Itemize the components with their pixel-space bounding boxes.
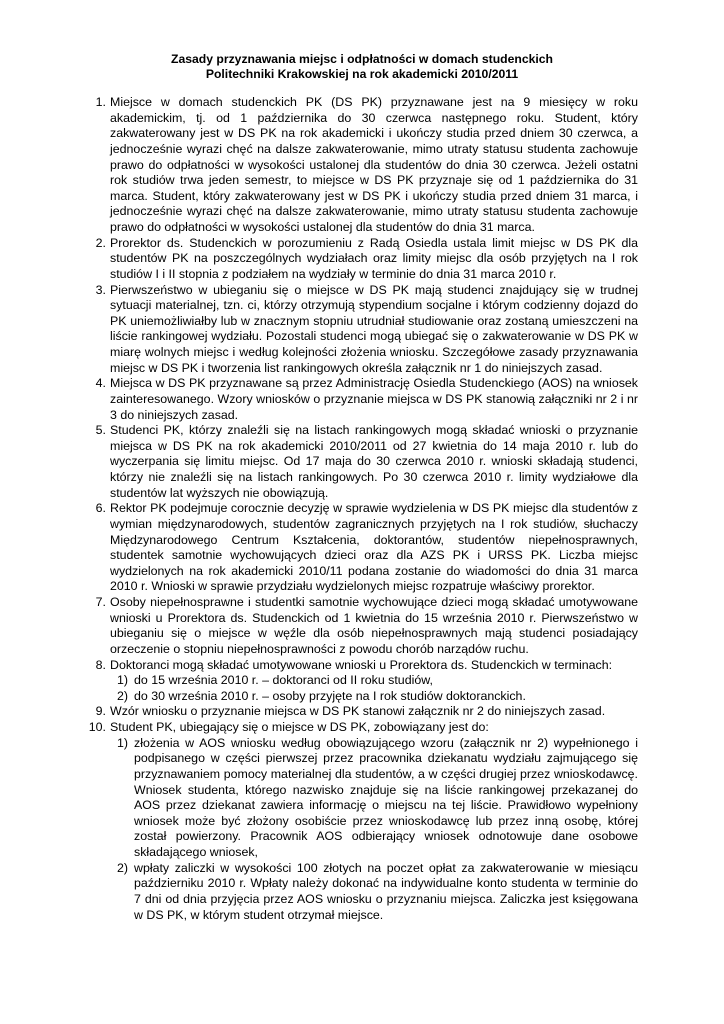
rule-text: Prorektor ds. Studenckich w porozumieniu z Radą Osiedla ustala limit miejsc w DS PK dla studentów PK na poszczególnych wydziałach oraz limity miejsc dla osób przyjętych na I rok studiów I i II stopnia z podziałem na wydziały w terminie do dnia 31 marca 2010 r. [110,235,638,281]
title-line-1: Zasady przyznawania miejsc i odpłatności w domach studenckich [171,52,553,66]
sub-item-text: do 15 września 2010 r. – doktoranci od II roku studiów, [134,673,433,688]
sub-item-number: 1) [116,673,128,688]
rule-number: 2. [95,235,106,250]
rule-text: Rektor PK podejmuje corocznie decyzję w sprawie wydzielenia w DS PK miejsc dla studentów z wymian międzynarodowych, studentów zagranicznych przyjętych na I rok studiów, słuchaczy Międzynarodowego Centrum Kształcenia, doktorantów, studentów niepełnosprawnych, studentek samotnie wychowujących dzieci oraz dla AZS PK i URSS PK. Liczba miejsc wydzielonych na rok akademicki 2010/11 podana zostanie do wiadomości do dnia 31 marca 2010 r. Wnioski w sprawie przydziału wydzielonych miejsc rozpatruje właściwy prorektor. [110,501,638,594]
rule-number: 8. [95,657,106,672]
rule-number: 1. [95,95,106,109]
rule-number: 3. [95,282,106,297]
rule-item-7 [95,595,638,658]
rule-item-10 [88,720,638,923]
rule-text: Miejsca w DS PK przyznawane są przez Administrację Osiedla Studenckiego (AOS) na wniosek zainteresowanego. Wzory wniosków o przyznanie miejsca w DS PK stanowią załączniki nr 2 i nr 3 do niniejszych zasad. [110,376,638,422]
rule-item-9 [95,704,638,720]
rule-10-sublist [110,736,638,924]
document-title [0,52,724,82]
sub-item-number: 2) [116,688,128,703]
rule-8-sublist [110,673,638,704]
sub-item [110,736,638,861]
rule-text: Osoby niepełnosprawne i studentki samotnie wychowujące dzieci mogą składać umotywowane wnioski u Prorektora ds. Studenckich od 1 kwietnia do 15 września 2010 r. Pierwszeństwo w ubieganiu się o miejsce w węźle dla osób niepełnosprawnych mają studenci posiadający orzeczenie o stopniu niepełnosprawności z powodu chorób narządów ruchu. [110,595,638,656]
rule-number: 4. [95,376,106,391]
rules-list [88,95,638,923]
rule-text: Student PK, ubiegający się o miejsce w DS PK, zobowiązany jest do: [110,720,489,734]
sub-item-number: 1) [116,735,128,750]
rule-text: Studenci PK, którzy znaleźli się na listach rankingowych mogą składać wnioski o przyznanie miejsca w DS PK na rok akademicki 2010/2011 od 27 kwietnia do 14 maja 2010 r. lub do wyczerpania się limitu miejsc. Od 17 maja do 30 czerwca 2010 r. wnioski składają studenci, którzy nie znaleźli się na listach rankingowych. Po 30 czerwca 2010 r. limity wydziałowe dla studentów lat wyższych nie obowiązują. [110,423,638,500]
rule-item-1 [95,95,638,236]
rule-item-2 [95,235,638,283]
rule-number: 6. [95,501,106,516]
rule-text: Miejsce w domach studenckich PK (DS PK) przyznawane jest na 9 miesięcy w roku akademickim, tj. od 1 października do 30 czerwca następnego roku. Student, który zakwaterowany jest w DS PK na rok akademicki i ukończy studia przed dniem 30 czerwca, a jednocześnie wyrazi chęć na dalsze zakwaterowanie, mimo utraty statusu studenta zachowuje prawo do odpłatności w wysokości ustalonej dla studentów do dnia 30 czerwca. Jeżeli ostatni rok studiów trwa jeden semestr, to miejsce w DS PK przyznaje się od 1 października do 31 marca. Student, który zakwaterowany jest w DS PK i ukończy studia przed dniem 31 marca, i jednocześnie wyrazi chęć na dalsze zakwaterowanie, mimo utraty statusu studenta zachowuje prawo do odpłatności w wysokości ustalonej dla studentów do dnia 31 marca. [110,95,638,234]
rule-item-5 [95,423,638,501]
rule-text: Wzór wniosku o przyznanie miejsca w DS PK stanowi załącznik nr 2 do niniejszych zasad. [110,704,606,719]
sub-item-text: wpłaty zaliczki w wysokości 100 złotych na poczet opłat za zakwaterowanie w miesiącu październiku 2010 r. Wpłaty należy dokonać na indywidualne konto studenta w terminie do 7 dni od dnia przyjęcia przez AOS wniosku o przyznaniu miejsca. Zaliczka jest księgowana w DS PK, w którym student otrzymał miejsce. [134,860,638,922]
rule-number: 9. [95,704,106,719]
rule-text: Pierwszeństwo w ubieganiu się o miejsce w DS PK mają studenci znajdujący się w trudnej sytuacji materialnej, tzn. ci, którzy otrzymują stypendium socjalne i którym codzienny dojazd do PK uniemożliwiałby lub w znacznym stopniu utrudniał studiowanie oraz zostaną umieszczeni na liście rankingowej wydziału. Pozostali studenci mogą ubiegać się o zakwaterowanie w DS PK w miarę wolnych miejsc i według kolejności złożenia wniosku. Szczegółowe zasady przyznawania miejsc w DS PK i tworzenia list rankingowych określa załącznik nr 1 do niniejszych zasad. [110,282,638,375]
rule-number: 10. [88,720,106,734]
sub-item-text: do 30 września 2010 r. – osoby przyjęte na I rok studiów doktoranckich. [134,688,526,703]
sub-item [110,689,638,705]
rule-number: 7. [95,595,106,609]
rule-text: Doktoranci mogą składać umotywowane wnioski u Prorektora ds. Studenckich w terminach: [110,657,613,672]
title-line-2: Politechniki Krakowskiej na rok akademicki 2010/2011 [205,67,519,81]
rule-item-3 [95,282,638,377]
rule-item-8 [95,657,638,705]
sub-item-number: 2) [116,860,128,875]
rule-number: 5. [95,423,106,438]
sub-item [110,673,638,689]
sub-item-text: złożenia w AOS wniosku według obowiązującego wzoru (załącznik nr 2) wypełnionego i podpisanego w części pierwszej przez pracownika dziekanatu wydziału zajmującego się przyznawaniem pomocy materialnej dla studentów, a w części drugiej przez wnioskodawcę. Wniosek studenta, którego nazwisko znajduje się na liście rankingowej przekazanej do AOS przez dziekanat zawiera informację o miejscu na tej liście. Prawidłowo wypełniony wniosek może być złożony osobiście przez wnioskodawcę lub przez inną osobę, której został powierzony. Pracownik AOS odbierający wniosek odnotowuje dane osobowe składającego wniosek, [134,735,638,859]
rule-item-4 [95,376,638,423]
sub-item [110,861,638,924]
rule-item-6 [95,501,638,595]
